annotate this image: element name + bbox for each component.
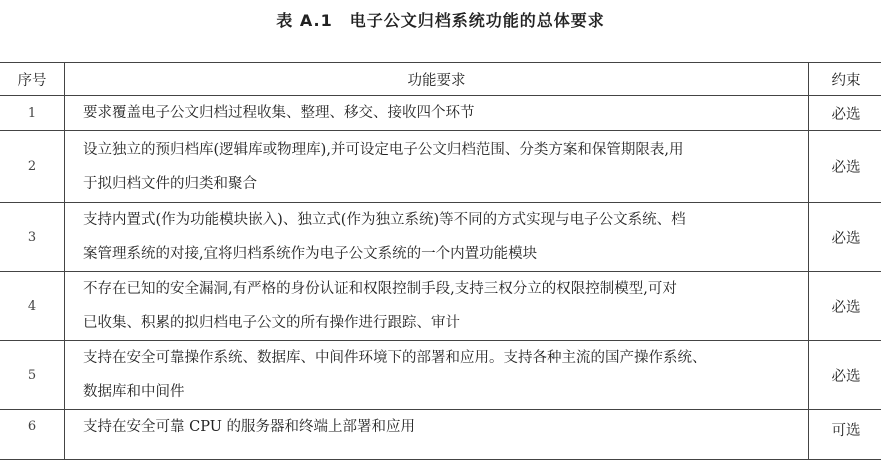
row-number: 6 <box>0 410 65 460</box>
requirement-text-line: 要求覆盖电子公文归档过程收集、整理、移交、接收四个环节 <box>83 96 808 130</box>
requirement-text-line: 支持内置式(作为功能模块嵌入)、独立式(作为独立系统)等不同的方式实现与电子公文系统、档 <box>83 203 808 237</box>
requirements-table <box>0 62 881 460</box>
requirement-text-line: 于拟归档文件的归类和聚合 <box>83 167 808 201</box>
table-row <box>0 341 881 410</box>
constraint-cell: 必选 <box>809 131 881 203</box>
row-number: 2 <box>0 131 65 203</box>
requirement-cell <box>65 410 809 460</box>
requirement-text-line: 支持在安全可靠操作系统、数据库、中间件环境下的部署和应用。支持各种主流的国产操作系统、 <box>83 341 808 375</box>
row-number: 5 <box>0 341 65 410</box>
table-row <box>0 131 881 203</box>
header-requirement: 功能要求 <box>65 63 809 96</box>
requirement-cell <box>65 203 809 272</box>
constraint-cell: 必选 <box>809 96 881 131</box>
requirement-cell <box>65 131 809 203</box>
header-constraint: 约束 <box>809 63 881 96</box>
constraint-cell: 必选 <box>809 203 881 272</box>
table-row <box>0 410 881 460</box>
requirement-cell <box>65 96 809 131</box>
table-row <box>0 203 881 272</box>
row-number: 1 <box>0 96 65 131</box>
header-row <box>0 63 881 96</box>
requirement-cell <box>65 341 809 410</box>
table-row <box>0 96 881 131</box>
requirement-text-line: 数据库和中间件 <box>83 375 808 409</box>
requirement-text-line: 案管理系统的对接,宜将归档系统作为电子公文系统的一个内置功能模块 <box>83 237 808 271</box>
constraint-cell: 可选 <box>809 410 881 460</box>
header-number: 序号 <box>0 63 65 96</box>
requirement-text-line: 不存在已知的安全漏洞,有严格的身份认证和权限控制手段,支持三权分立的权限控制模型,可对 <box>83 272 808 306</box>
requirement-text-line: 设立独立的预归档库(逻辑库或物理库),并可设定电子公文归档范围、分类方案和保管期限表,用 <box>83 133 808 167</box>
constraint-cell: 必选 <box>809 341 881 410</box>
table-title: 表 A.1 电子公文归档系统功能的总体要求 <box>0 8 881 31</box>
row-number: 4 <box>0 272 65 341</box>
requirement-cell <box>65 272 809 341</box>
requirement-text-line: 已收集、积累的拟归档电子公文的所有操作进行跟踪、审计 <box>83 306 808 340</box>
table-row <box>0 272 881 341</box>
row-number: 3 <box>0 203 65 272</box>
constraint-cell: 必选 <box>809 272 881 341</box>
requirement-text-line: 支持在安全可靠 CPU 的服务器和终端上部署和应用 <box>83 410 808 444</box>
